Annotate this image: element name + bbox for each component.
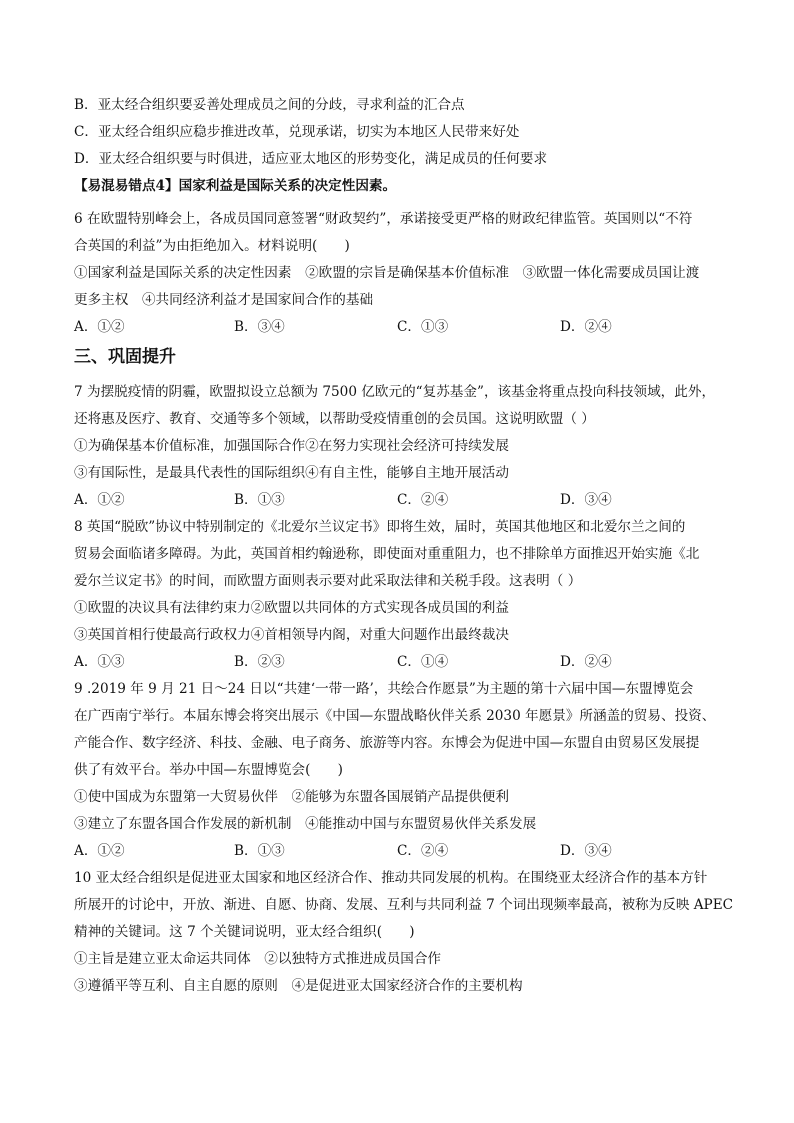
option-d: D．③④ (560, 492, 612, 508)
statement-line: ③遵循平等互利、自主自愿的原则 ④是促进亚太国家经济合作的主要机构 (74, 978, 523, 994)
question-text-line: 8 英国“脱欧”协议中特别制定的《北爱尔兰议定书》即将生效，届时，英国其他地区和北爱尔兰之间的 (74, 519, 686, 535)
option-line-c: C．亚太经合组织应稳步推进改革，兑现承诺，切实为本地区人民带来好处 (74, 124, 520, 140)
statement-line: ③英国首相行使最高行政权力④首相领导内阁，对重大问题作出最终裁决 (74, 627, 509, 643)
option-d: D．②④ (560, 319, 612, 335)
option-b: B．①③ (234, 492, 285, 508)
question-text-line: 精神的关键词。这 7 个关键词说明，亚太经合组织( ) (74, 924, 415, 940)
question-text-line: 合英国的利益”为由拒绝加入。材料说明( ) (74, 238, 350, 254)
tip-heading: 【易混易错点4】国家利益是国际关系的决定性因素。 (74, 178, 397, 194)
option-a: A．①② (74, 319, 125, 335)
statement-line: ③建立了东盟各国合作发展的新机制 ④能推动中国与东盟贸易伙伴关系发展 (74, 816, 537, 832)
section-title: 三、巩固提升 (74, 347, 176, 367)
option-c: C．②④ (397, 492, 449, 508)
statement-line: ①使中国成为东盟第一大贸易伙伴 ②能够为东盟各国展销产品提供便利 (74, 789, 509, 805)
question-text-line: 7 为摆脱疫情的阴霾，欧盟拟设立总额为 7500 亿欧元的“复苏基金”，该基金将重点投向科技领域，此外， (74, 384, 716, 400)
option-a: A．①③ (74, 654, 125, 670)
statement-line: ③有国际性，是最具代表性的国际组织④有自主性，能够自主地开展活动 (74, 465, 509, 481)
answer-options (74, 490, 734, 510)
answer-options (74, 652, 734, 672)
statement-line: 更多主权 ④共同经济利益才是国家间合作的基础 (74, 292, 374, 308)
question-text-line: 供了有效平台。举办中国—东盟博览会( ) (74, 762, 343, 778)
option-line-d: D．亚太经合组织要与时俱进，适应亚太地区的形势变化，满足成员的任何要求 (74, 151, 548, 167)
statement-line: ①欧盟的决议具有法律约束力②欧盟以共同体的方式实现各成员国的利益 (74, 600, 509, 616)
option-line-b: B．亚太经合组织要妥善处理成员之间的分歧，寻求利益的汇合点 (74, 97, 465, 113)
option-b: B．①③ (234, 843, 285, 859)
option-a: A．①② (74, 843, 125, 859)
option-c: C．②④ (397, 843, 449, 859)
option-b: B．②③ (234, 654, 285, 670)
question-text-line: 贸易会面临诸多障碍。为此，英国首相约翰逊称，即使面对重重阻力，也不排除单方面推迟开始实施《北 (74, 546, 700, 562)
question-text-line: 产能合作、数字经济、科技、金融、电子商务、旅游等内容。东博会为促进中国—东盟自由贸易区发展提 (74, 735, 700, 751)
question-text-line: 9 .2019 年 9 月 21 日～24 日以“共建‘一带一路’，共绘合作愿景”为主题的第十六届中国—东盟博览会 (74, 681, 694, 697)
statement-line: ①主旨是建立亚太命运共同体 ②以独特方式推进成员国合作 (74, 951, 442, 967)
question-text-line: 6 在欧盟特别峰会上，各成员国同意签署“财政契约”，承诺接受更严格的财政纪律监管。英国则以“不符 (74, 211, 693, 227)
option-a: A．①② (74, 492, 125, 508)
option-c: C．①④ (397, 654, 449, 670)
option-d: D．③④ (560, 843, 612, 859)
statement-line: ①国家利益是国际关系的决定性因素 ②欧盟的宗旨是确保基本价值标准 ③欧盟一体化需要成员国让渡 (74, 265, 700, 281)
question-text-line: 还将惠及医疗、教育、交通等多个领域，以帮助受疫情重创的会员国。这说明欧盟（ ） (74, 411, 595, 427)
question-text-line: 爱尔兰议定书》的时间，而欧盟方面则表示要对此采取法律和关税手段。这表明（ ） (74, 573, 582, 589)
answer-options (74, 317, 734, 337)
option-b: B．③④ (234, 319, 285, 335)
statement-line: ①为确保基本价值标准，加强国际合作②在努力实现社会经济可持续发展 (74, 438, 509, 454)
answer-options (74, 841, 734, 861)
option-d: D．②④ (560, 654, 612, 670)
question-text-line: 所展开的讨论中，开放、渐进、自愿、协商、发展、互利与共同利益 7 个词出现频率最高，被称为反映 APEC (74, 897, 734, 913)
option-c: C．①③ (397, 319, 449, 335)
question-text-line: 10 亚太经合组织是促进亚太国家和地区经济合作、推动共同发展的机构。在围绕亚太经济合作的基本方针 (74, 870, 708, 886)
question-text-line: 在广西南宁举行。本届东博会将突出展示《中国—东盟战略伙伴关系 2030 年愿景》所涵盖的贸易、投资、 (74, 708, 716, 724)
